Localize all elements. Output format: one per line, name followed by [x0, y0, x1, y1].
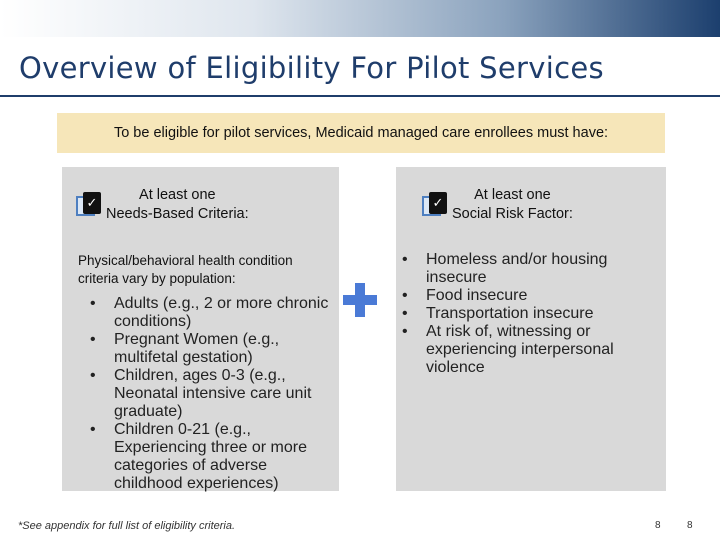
checkbox-icon: ✓: [76, 191, 102, 219]
checkbox-icon: ✓: [422, 191, 448, 219]
social-risk-header-text: [452, 186, 573, 224]
list-item: • Children 0-21 (e.g., Experiencing three or more categories of adverse childhood experiences): [90, 421, 330, 493]
banner-text: To be eligible for pilot services, Medicaid managed care enrollees must have:: [113, 125, 609, 141]
list-item: • Homeless and/or housing insecure: [402, 251, 617, 287]
social-risk-header: [422, 186, 573, 224]
slide-title: Overview of Eligibility For Pilot Services: [19, 51, 604, 85]
list-item: • At risk of, witnessing or experiencing interpersonal violence: [402, 323, 617, 377]
needs-based-list: [90, 295, 330, 493]
needs-based-header-text: [106, 186, 249, 224]
social-risk-header-line2: Social Risk Factor:: [452, 206, 573, 222]
social-risk-header-line1: At least one: [474, 187, 551, 203]
plus-icon: [343, 283, 377, 317]
eligibility-banner: [57, 113, 665, 153]
list-item: • Children, ages 0-3 (e.g., Neonatal intensive care unit graduate): [90, 367, 330, 421]
page-number: 8: [655, 520, 661, 531]
footnote: *See appendix for full list of eligibility criteria.: [18, 520, 236, 532]
list-item: • Adults (e.g., 2 or more chronic conditions): [90, 295, 330, 331]
social-risk-list: [402, 251, 617, 377]
needs-based-header-line1: At least one: [139, 187, 216, 203]
header-gradient-band: [0, 0, 720, 37]
list-item: • Transportation insecure: [402, 305, 617, 323]
list-item: • Pregnant Women (e.g., multifetal gestation): [90, 331, 330, 367]
needs-based-header-line2: Needs-Based Criteria:: [106, 206, 249, 222]
list-item: • Food insecure: [402, 287, 617, 305]
needs-based-lead: Physical/behavioral health condition criteria vary by population:: [78, 253, 293, 286]
page-number-repeat: 8: [687, 520, 693, 531]
needs-based-header: [76, 186, 249, 224]
title-divider: [0, 95, 720, 97]
